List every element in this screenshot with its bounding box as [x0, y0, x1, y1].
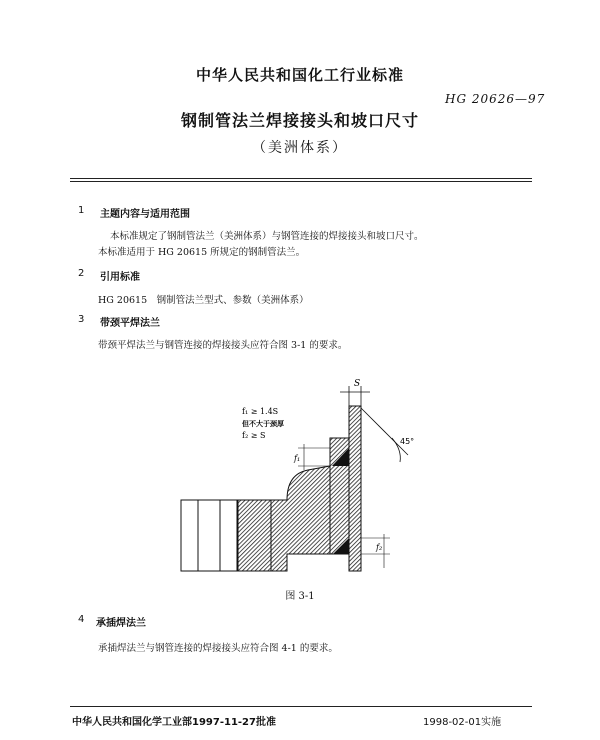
- flange-face: [181, 500, 237, 571]
- section-1-paragraph-1: 本标准规定了钢制管法兰（美洲体系）与钢管连接的焊接接头和坡口尺寸。: [110, 231, 424, 242]
- section-2-heading: 引用标准: [100, 272, 140, 283]
- f1-dim-label: f₁: [294, 454, 301, 463]
- section-1-heading: 主题内容与适用范围: [100, 209, 190, 220]
- section-3-heading: 带颈平焊法兰: [100, 318, 160, 329]
- section-4-number: 4: [78, 614, 85, 625]
- f2-dim-label: f₂: [376, 543, 383, 552]
- section-4-paragraph-1: 承插焊法兰与钢管连接的焊接接头应符合图 4-1 的要求。: [98, 643, 338, 654]
- standard-number: HG 20626—97: [445, 92, 546, 106]
- effective-date: 1998-02-01实施: [423, 717, 502, 728]
- section-1-number: 1: [78, 205, 85, 216]
- note-f2: f₂ ≥ S: [242, 431, 266, 440]
- bevel-line: [361, 408, 408, 455]
- section-3-paragraph-1: 带颈平焊法兰与钢管连接的焊接接头应符合图 3-1 的要求。: [98, 340, 348, 351]
- figure-caption: 图 3-1: [285, 591, 315, 602]
- s-dim-label: S: [354, 379, 361, 389]
- section-4-heading: 承插焊法兰: [96, 618, 146, 629]
- header-rule-secondary: [70, 181, 532, 182]
- angle-label: 45°: [400, 437, 415, 446]
- note-neck-thickness: 但不大于颈厚: [242, 420, 284, 428]
- document-subtitle: （美洲体系）: [252, 140, 348, 156]
- footer-rule: [70, 706, 532, 707]
- section-1-paragraph-2: 本标准适用于 HG 20615 所规定的钢制管法兰。: [98, 247, 306, 258]
- flange-bore-section: [238, 500, 271, 571]
- note-f1: f₁ ≥ 1.4S: [242, 407, 279, 416]
- section-2-number: 2: [78, 268, 85, 279]
- approval-date: 中华人民共和国化学工业部1997-11-27批准: [72, 717, 276, 728]
- figure-3-1-drawing: [180, 378, 420, 578]
- document-title: 钢制管法兰焊接接头和坡口尺寸: [180, 111, 419, 130]
- pipe-wall: [349, 406, 361, 571]
- header-rule: [70, 178, 532, 179]
- section-2-paragraph-1: HG 20615 钢制管法兰型式、参数（美洲体系）: [98, 295, 309, 306]
- section-3-number: 3: [78, 314, 85, 325]
- issuing-organization: 中华人民共和国化工行业标准: [195, 66, 404, 84]
